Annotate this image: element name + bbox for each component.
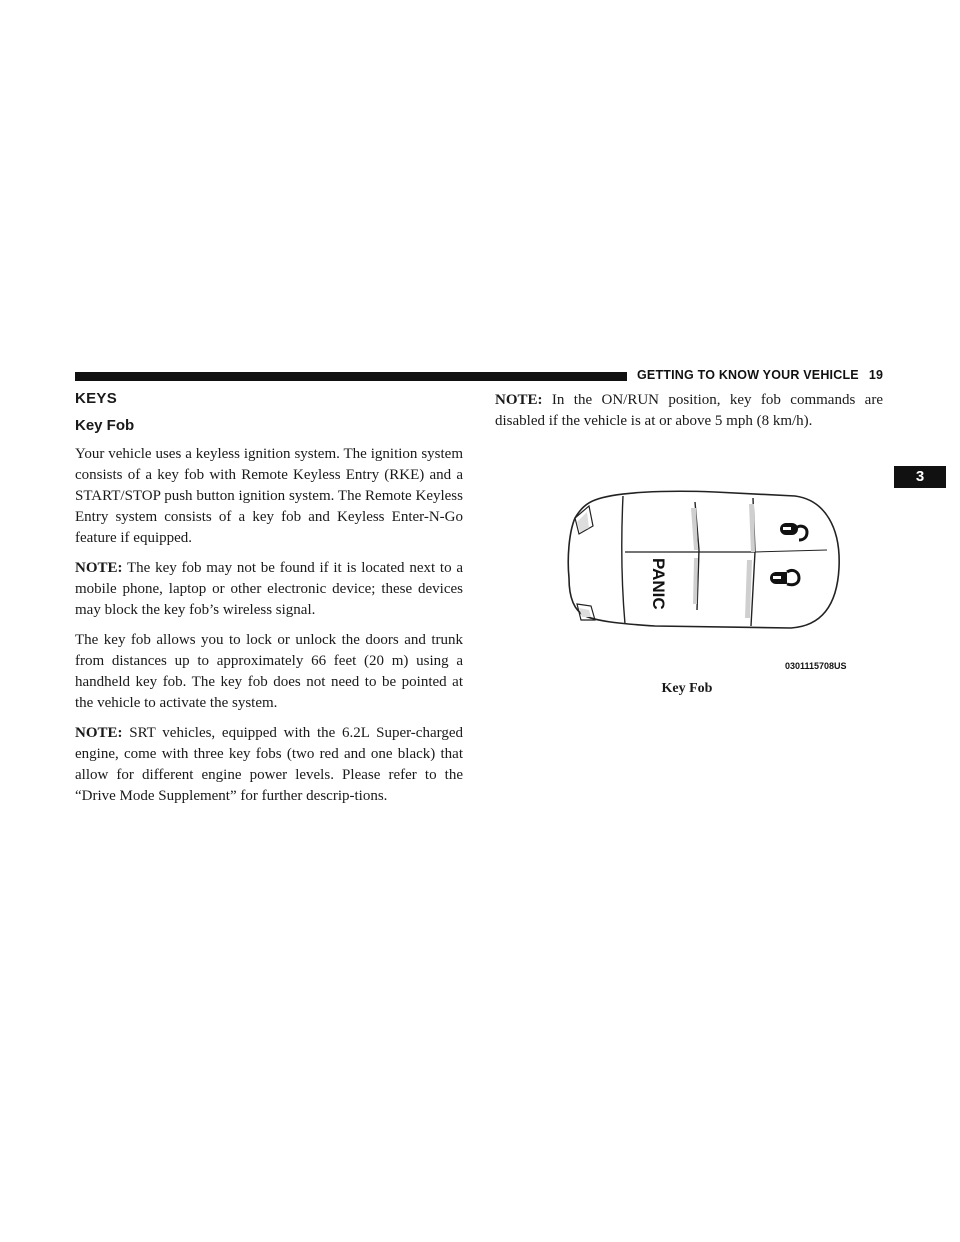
page-number: 19 (868, 368, 884, 382)
running-header (637, 368, 883, 382)
panic-button-label: PANIC (649, 558, 668, 610)
figure-caption: Key Fob (661, 681, 713, 696)
chapter-tab: 3 (894, 466, 946, 488)
paragraph-intro: Your vehicle uses a keyless ignition system. The ignition system consists of a key fob with Remote Keyless Entry (RKE) and a START/STOP push button ignition system. The Remote Keyless Entry system consists of a key fob and Keyless Enter-N-Go feature if equipped. (75, 446, 463, 546)
lock-icon (770, 570, 799, 584)
note-label: NOTE: (75, 725, 123, 741)
subsection-title: Key Fob (75, 417, 135, 434)
note-text: The key fob may not be found if it is located next to a mobile phone, laptop or other electronic device; these devices may block the key fob’s wireless signal. (75, 560, 463, 618)
note-text: In the ON/RUN position, key fob commands are disabled if the vehicle is at or above 5 mph (8 km/h). (495, 392, 883, 429)
right-column (495, 390, 883, 441)
header-title: GETTING TO KNOW YOUR VEHICLE (637, 368, 859, 382)
note-label: NOTE: (495, 392, 543, 408)
unlock-icon (780, 523, 807, 540)
note-paragraph (75, 558, 463, 621)
header-rule (75, 372, 627, 381)
left-column (75, 390, 463, 816)
note-label: NOTE: (75, 560, 123, 576)
note-paragraph-onrun (495, 390, 883, 432)
key-fob-drawing (555, 478, 895, 708)
section-title: KEYS (75, 390, 118, 407)
paragraph-range: The key fob allows you to lock or unlock the doors and trunk from distances up to approximately 66 feet (20 m) using a handheld key fob. The key fob does not need to be pointed at the vehicle to activate the system. (75, 632, 463, 711)
figure-code: 0301115708US (785, 661, 847, 671)
key-fob-illustration (555, 478, 895, 708)
note-paragraph-srt (75, 723, 463, 807)
note-text: SRT vehicles, equipped with the 6.2L Super-charged engine, come with three key fobs (two red and one black) that allow for different engine power levels. Please refer to the “Drive Mode Supplement” for further descrip-tions. (75, 725, 463, 804)
